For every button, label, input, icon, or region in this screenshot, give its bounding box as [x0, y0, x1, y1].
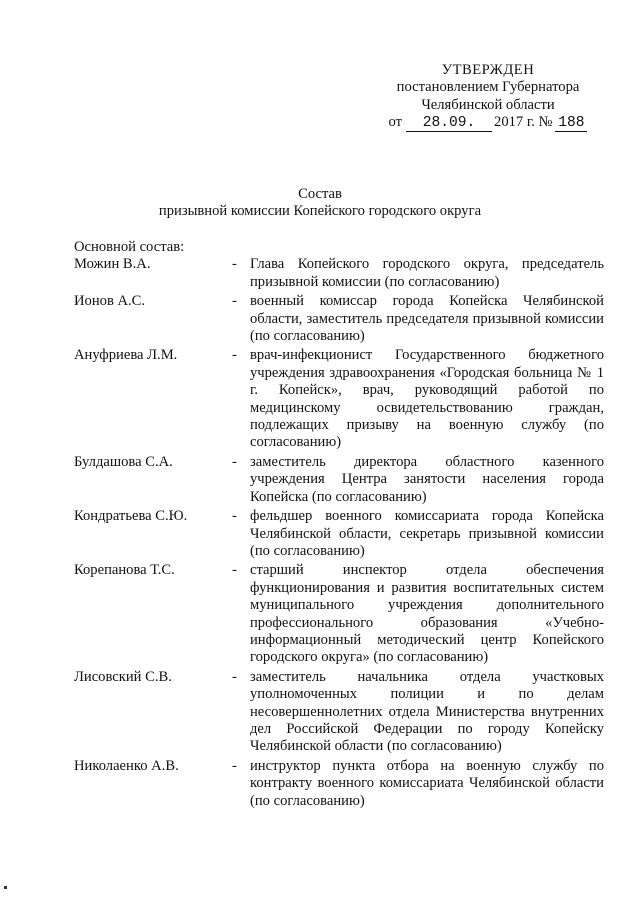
document-heading — [0, 186, 640, 221]
member-name: Булдашова С.А. — [74, 453, 173, 470]
date-prefix: от — [388, 114, 403, 131]
member-dash: - — [232, 668, 237, 685]
member-dash: - — [232, 508, 237, 525]
member-row — [74, 256, 604, 291]
member-dash: - — [232, 256, 237, 273]
date-suffix: 2017 г. № — [494, 114, 553, 131]
decree-number: 188 — [555, 116, 587, 132]
member-name: Лисовский С.В. — [74, 668, 172, 685]
member-row — [74, 293, 604, 345]
member-row — [74, 454, 604, 506]
heading-title: Состав — [298, 186, 342, 202]
member-name: Ионов А.С. — [74, 293, 146, 310]
approval-line-decree: постановлением Губернатора — [396, 79, 580, 96]
member-name: Кондратьева С.Ю. — [74, 508, 188, 525]
heading-subtitle: призывной комиссии Копейского городского округа — [158, 203, 482, 220]
date-value: 28.09. — [406, 116, 492, 132]
member-row — [74, 562, 604, 666]
member-row — [74, 508, 604, 560]
member-role: фельдшер военного комиссариата города Копейска Челябинской области, секретарь призывной комиссии (по согласованию) — [250, 508, 604, 559]
member-role: военный комиссар города Копейска Челябинской области, заместитель председателя призывной комиссии (по согласованию) — [250, 293, 604, 345]
member-role: заместитель директора областного казенного учреждения Центра занятости населения города Копейска (по согласованию) — [250, 453, 604, 505]
member-role: заместитель начальника отдела участковых уполномоченных полиции и по делам несовершеннолетних отдела Министерства внутренних дел Российской Федерации по городу Копейску Челябинской области (по согласованию) — [250, 668, 604, 755]
member-dash: - — [232, 293, 237, 310]
approval-date-line — [372, 114, 604, 132]
member-row — [74, 347, 604, 451]
member-role: врач-инфекционист Государственного бюджетного учреждения здравоохранения «Городская больница № 1 г. Копейск», врач, руководящий работой по медицинскому освидетельствованию граждан, подлежащих призыву на военную службу (по согласованию) — [250, 347, 604, 451]
approval-block — [372, 62, 604, 132]
member-row — [74, 758, 604, 810]
section-label: Основной состав: — [74, 239, 185, 255]
approval-title: УТВЕРЖДЕН — [441, 62, 535, 78]
member-dash: - — [232, 347, 237, 364]
member-dash: - — [232, 562, 237, 579]
member-name: Николаенко А.В. — [74, 757, 179, 774]
scan-speck — [4, 886, 7, 889]
member-role: старший инспектор отдела обеспечения функционирования и развития воспитательных систем муниципального учреждения дополнительного профессионального образования «Учебно-информационный методический центр Копейского городского округа» (по согласованию) — [250, 562, 604, 666]
member-name: Можин В.А. — [74, 256, 151, 273]
member-role: инструктор пункта отбора на военную службу по контракту военного комиссариата Челябинской области (по согласованию) — [250, 757, 604, 809]
member-name: Корепанова Т.С. — [74, 562, 175, 579]
member-name: Ануфриева Л.М. — [74, 347, 178, 364]
member-role: Глава Копейского городского округа, председатель призывной комиссии (по согласованию) — [250, 256, 604, 290]
main-composition — [74, 239, 604, 810]
member-dash: - — [232, 757, 237, 774]
member-dash: - — [232, 453, 237, 470]
approval-line-region: Челябинской области — [421, 96, 555, 113]
member-row — [74, 669, 604, 756]
